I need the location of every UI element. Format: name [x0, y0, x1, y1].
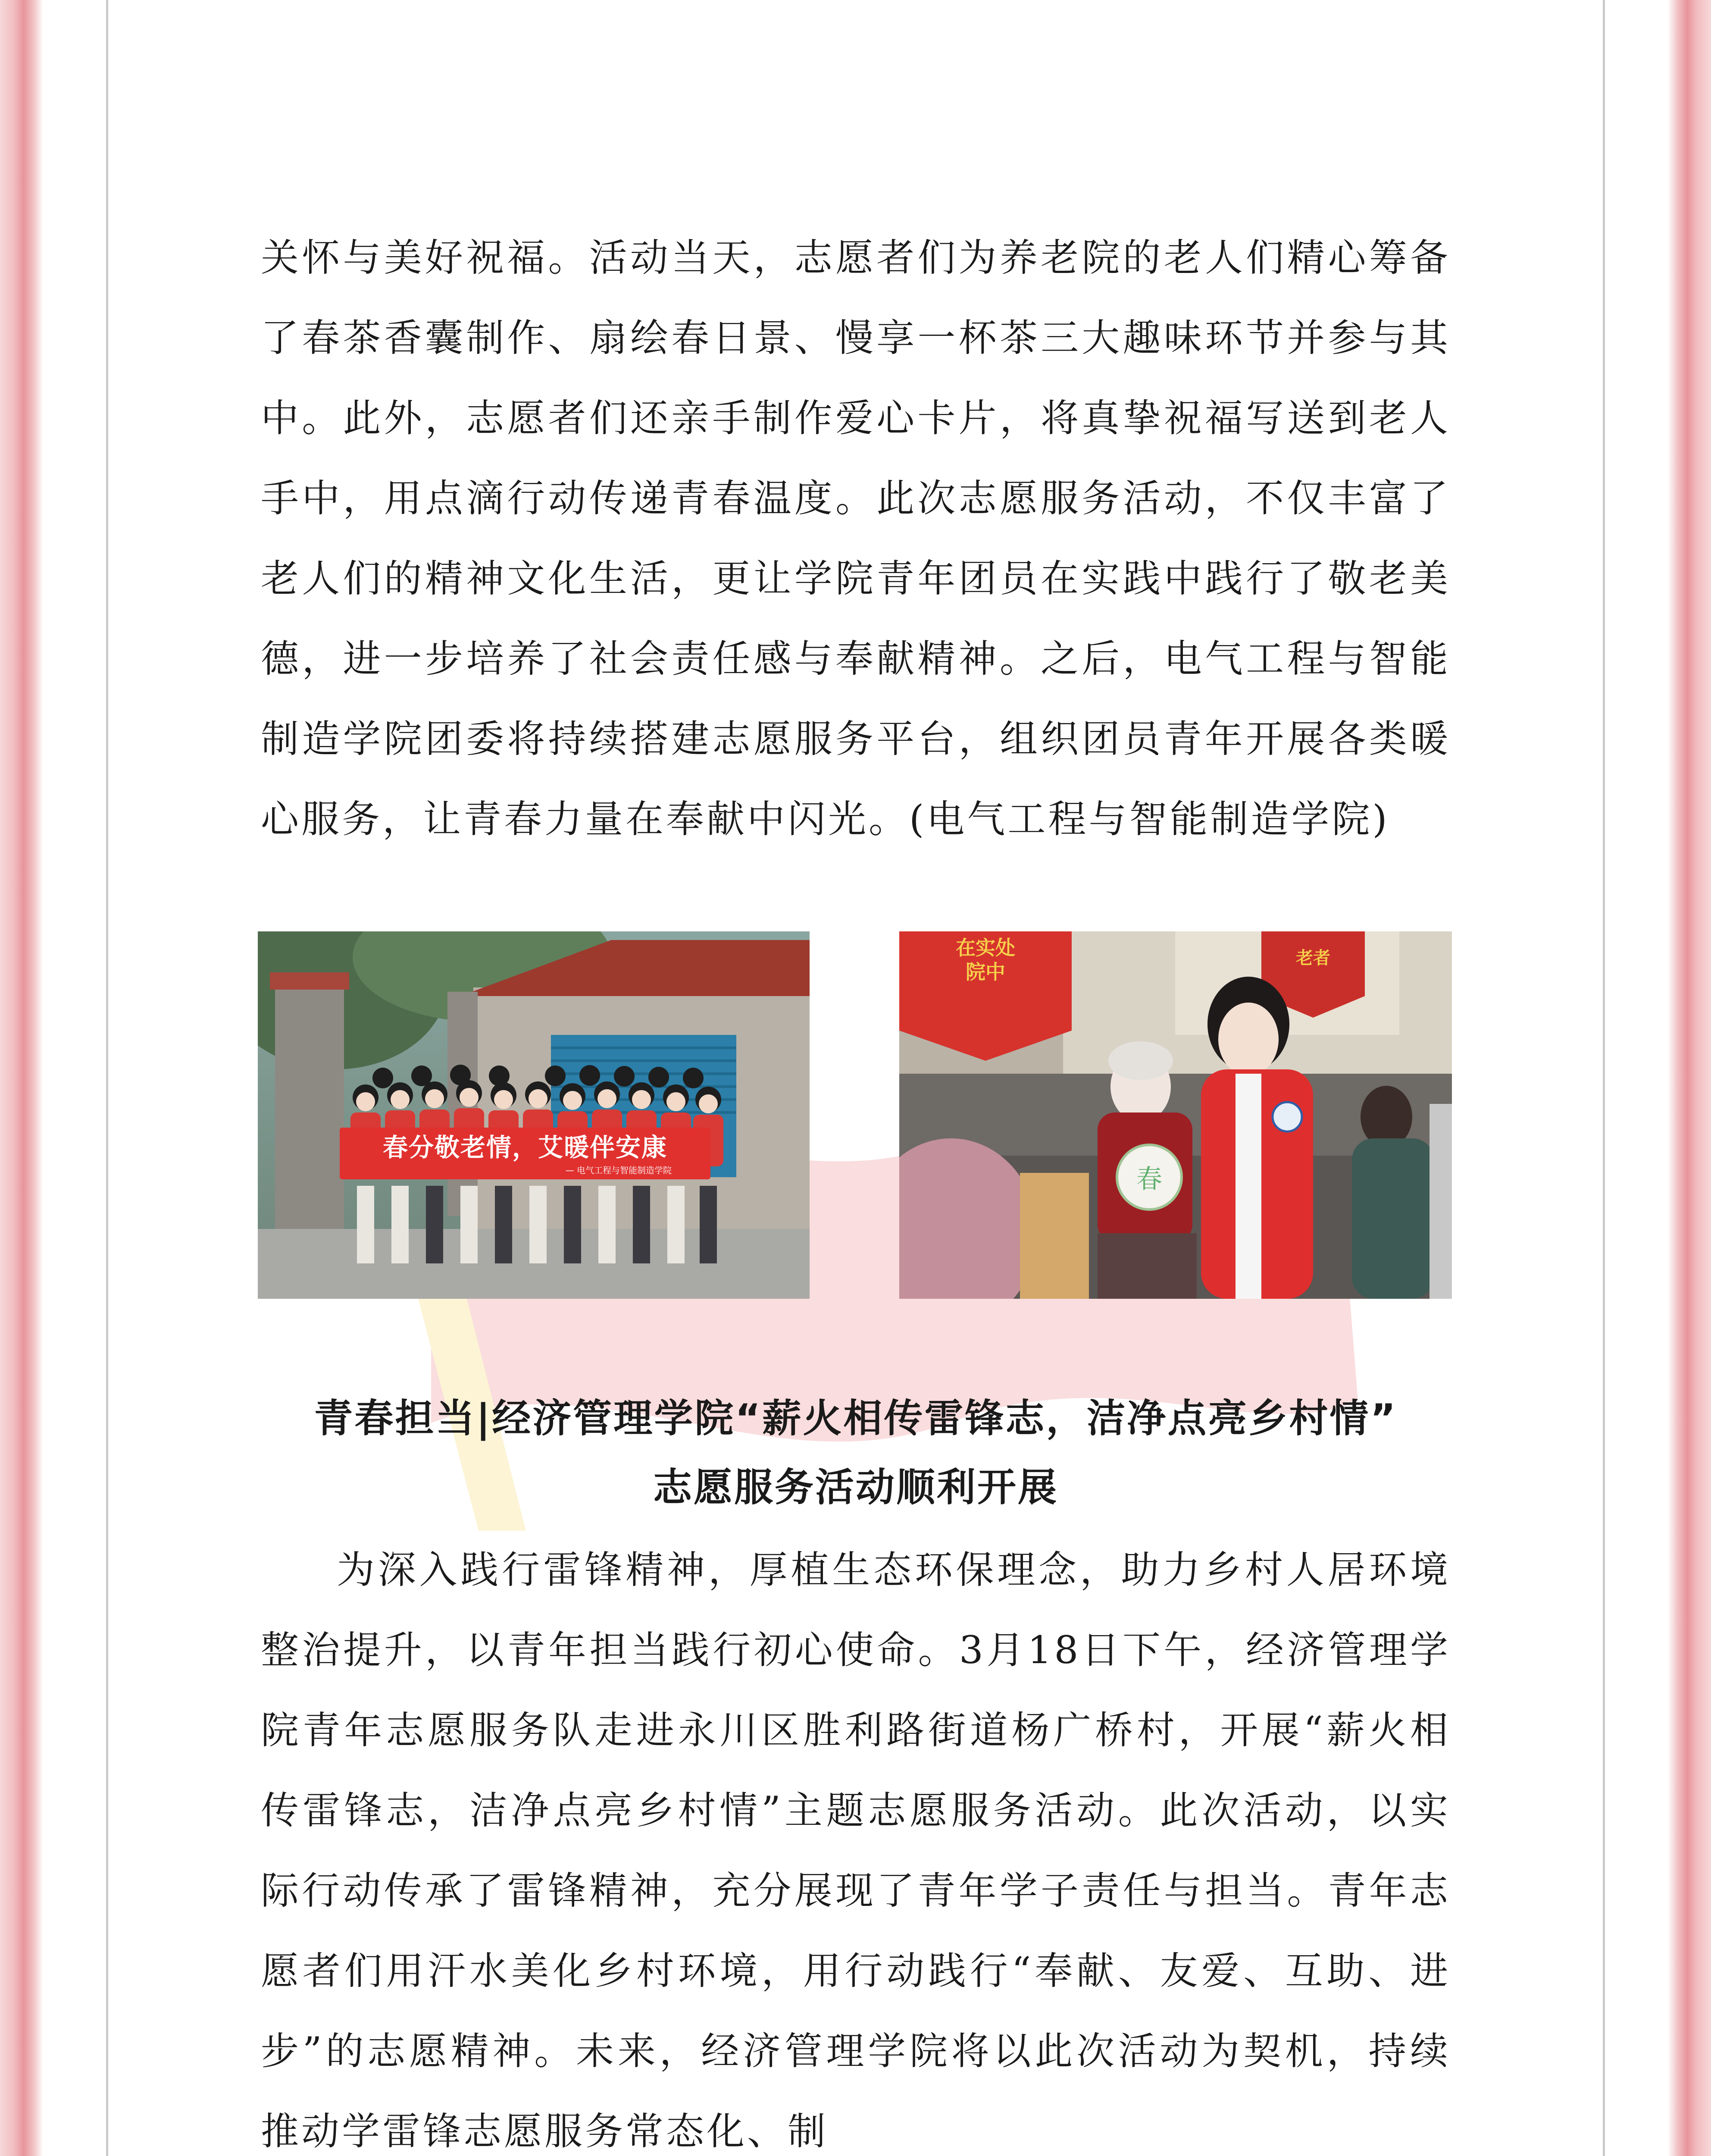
article2-paragraph: 为深入践行雷锋精神，厚植生态环保理念，助力乡村人居环境整治提升，以青年担当践行初心使命。3月18日下午，经济管理学院青年志愿服务队走进永川区胜利路街道杨广桥村，开展“薪火相传雷锋志，洁净点亮乡村情”主题志愿服务活动。此次活动，以实际行动传承了雷锋精神，充分展现了青年学子责任与担当。青年志愿者们用汗水美化乡村环境，用行动践行“奉献、友爱、互助、进步”的志愿精神。未来，经济管理学院将以此次活动为契机，持续推动学雷锋志愿服务常态化、制 [261, 1548, 1451, 2153]
left-decorative-border [0, 0, 43, 2156]
right-decorative-border [1668, 0, 1711, 2156]
group-photo [258, 931, 810, 1299]
photo-row [258, 931, 1452, 1299]
pennant-left-line2: 院中 [966, 960, 1005, 984]
article1-body [261, 218, 1451, 859]
banner-sub-text: — 电气工程与智能制造学院 [565, 1165, 672, 1175]
pennant-right-text: 老者 [1296, 948, 1330, 968]
article2-title-line2: 志愿服务活动顺利开展 [653, 1465, 1058, 1510]
article2-body [261, 1530, 1451, 2156]
right-margin-line [1603, 0, 1605, 2156]
group-banner [340, 1128, 710, 1179]
article2-title [261, 1384, 1451, 1522]
article1-paragraph: 关怀与美好祝福。活动当天，志愿者们为养老院的老人们精心筹备了春茶香囊制作、扇绘春日景、慢享一杯茶三大趣味环节并参与其中。此外，志愿者们还亲手制作爱心卡片，将真挚祝福写送到老人手中，用点滴行动传递青春温度。此次志愿服务活动，不仅丰富了老人们的精神文化生活，更让学院青年团员在实践中践行了敬老美德，进一步培养了社会责任感与奉献精神。之后，电气工程与智能制造学院团委将持续搭建志愿服务平台，组织团员青年开展各类暖心服务，让青春力量在奉献中闪光。(电气工程与智能制造学院) [261, 235, 1451, 841]
volunteer-elderly-photo [899, 931, 1452, 1299]
pennant-left-line1: 在实处 [956, 936, 1015, 959]
banner-main-text: 春分敬老情，艾暖伴安康 [382, 1133, 667, 1162]
pennant-left-text [925, 936, 1046, 984]
article2-title-line1: 青春担当|经济管理学院“薪火相传雷锋志，洁净点亮乡村情” [314, 1396, 1398, 1441]
left-margin-line [106, 0, 108, 2156]
fan-glyph: 春 [1136, 1164, 1162, 1194]
